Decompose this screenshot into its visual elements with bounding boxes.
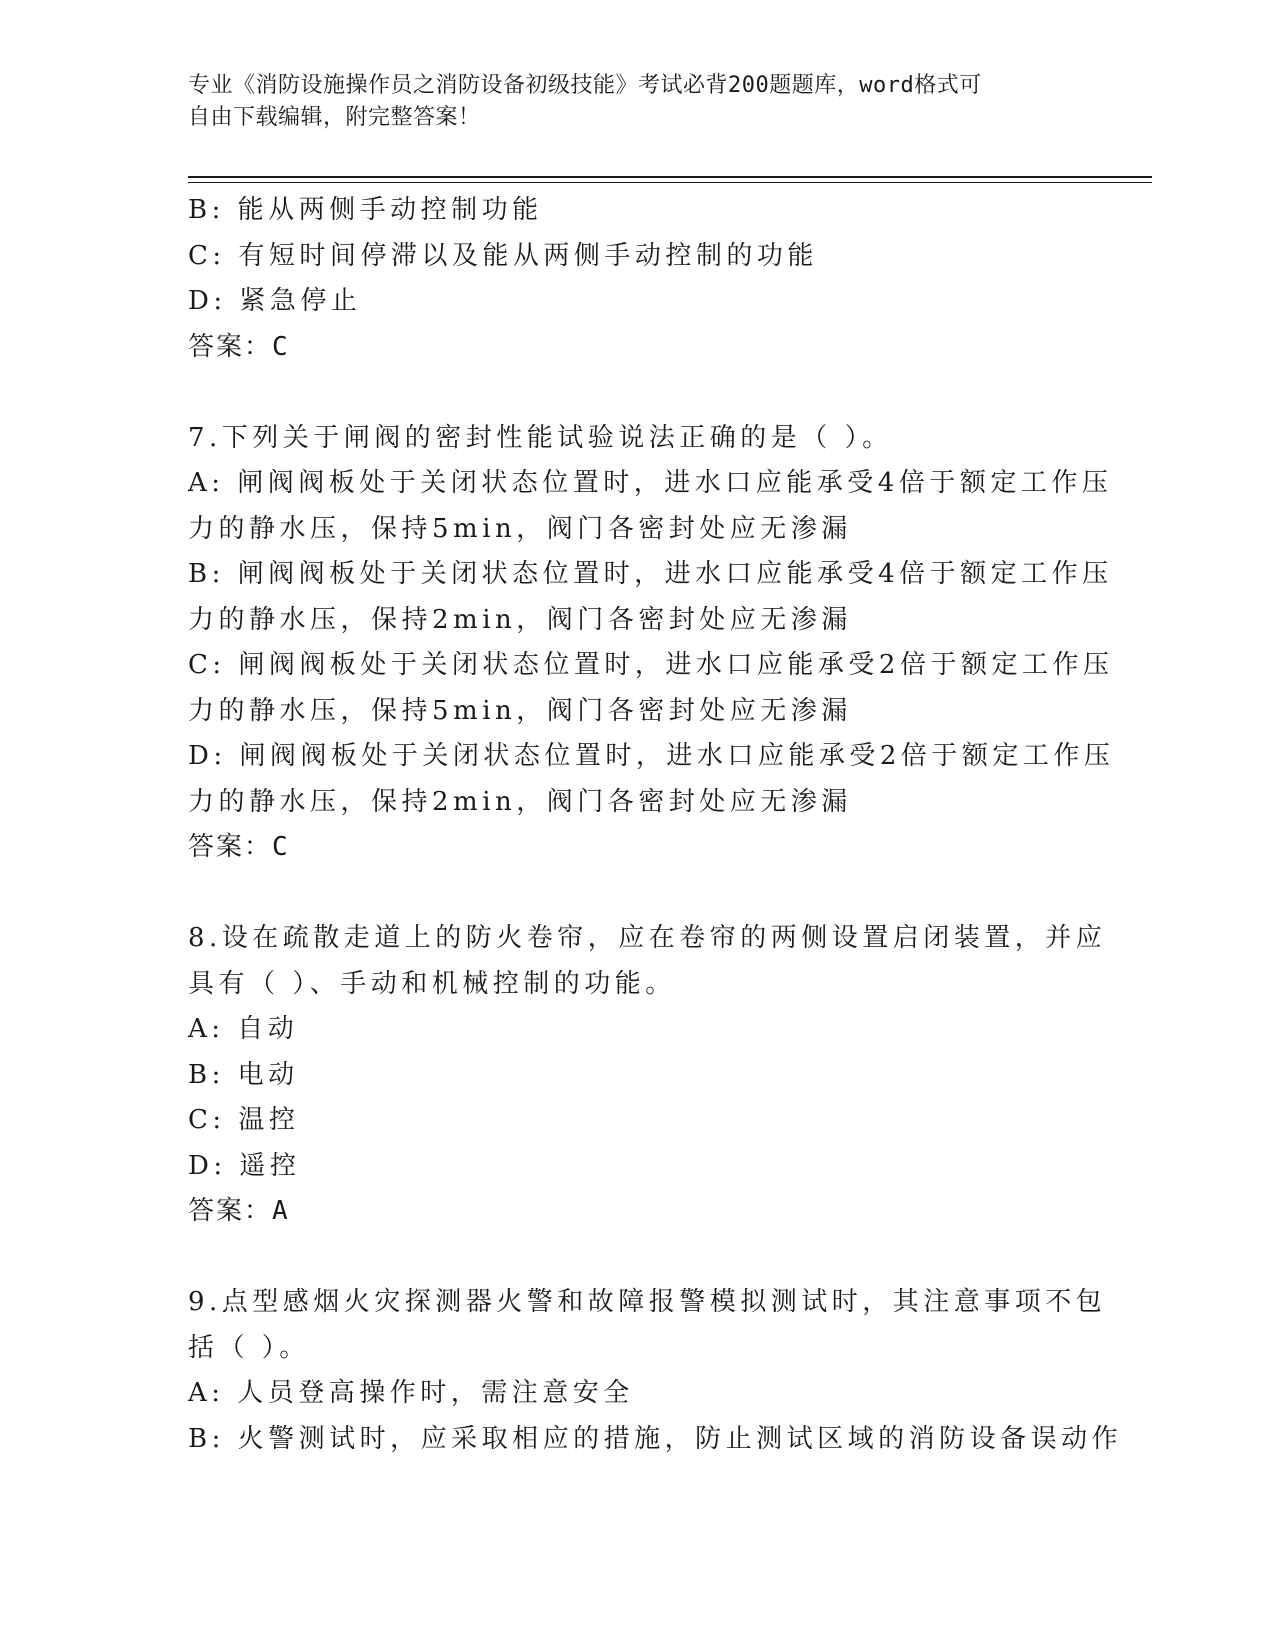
header-title-line-1: 专业《消防设施操作员之消防设备初级技能》考试必背200题题库，word格式可 [188,73,982,98]
q7-option-c-line-1: C: 闸阀阀板处于关闭状态位置时，进水口应能承受2倍于额定工作压 [188,650,1114,680]
q6-option-b: B: 能从两侧手动控制功能 [188,195,543,225]
q7-stem: 7.下列关于闸阀的密封性能试验说法正确的是（ ）。 [188,422,893,453]
spacer [188,370,1088,416]
q7-option-a-line-1: A: 闸阀阀板处于关闭状态位置时，进水口应能承受4倍于额定工作压 [188,468,1113,498]
spacer [188,1235,1088,1281]
spacer [188,871,1088,917]
q8-answer: 答案：A [188,1196,290,1226]
q6-option-c: C: 有短时间停滞以及能从两侧手动控制的功能 [188,240,818,271]
q7-option-d-line-2: 力的静水压，保持2min，阀门各密封处应无渗漏 [188,786,852,817]
q7-option-b-line-2: 力的静水压，保持2min，阀门各密封处应无渗漏 [188,604,852,635]
question-content [188,188,1123,1462]
header-title-line-2: 自由下载编辑，附完整答案！ [188,105,481,130]
q8-stem-line-2: 具有（ ）、手动和机械控制的功能。 [188,968,676,999]
q8-option-b: B: 电动 [188,1059,299,1090]
q8-option-d: D: 遥控 [188,1150,301,1181]
q8-stem-line-1: 8.设在疏散走道上的防火卷帘，应在卷帘的两侧设置启闭装置，并应 [188,923,1107,953]
q9-stem-line-1: 9.点型感烟火灾探测器火警和故障报警模拟测试时，其注意事项不包 [188,1287,1107,1317]
q9-stem-line-2: 括（ ）。 [188,1332,310,1363]
q7-option-c-line-2: 力的静水压，保持5min，阀门各密封处应无渗漏 [188,695,852,726]
header-divider [188,176,1152,183]
q8-option-a: A: 自动 [188,1014,299,1044]
q6-answer: 答案：C [188,331,290,362]
page-header [188,70,1068,134]
q9-option-a: A: 人员登高操作时，需注意安全 [188,1378,634,1408]
q9-option-b: B: 火警测试时，应采取相应的措施，防止测试区域的消防设备误动作 [188,1423,1123,1454]
q6-option-d: D: 紧急停止 [188,286,362,316]
q7-option-d-line-1: D: 闸阀阀板处于关闭状态位置时，进水口应能承受2倍于额定工作压 [188,741,1115,771]
q7-option-a-line-2: 力的静水压，保持5min，阀门各密封处应无渗漏 [188,513,852,544]
q7-answer: 答案：C [188,832,290,862]
q7-option-b-line-1: B: 闸阀阀板处于关闭状态位置时，进水口应能承受4倍于额定工作压 [188,559,1113,589]
q8-option-c: C: 温控 [188,1105,300,1135]
